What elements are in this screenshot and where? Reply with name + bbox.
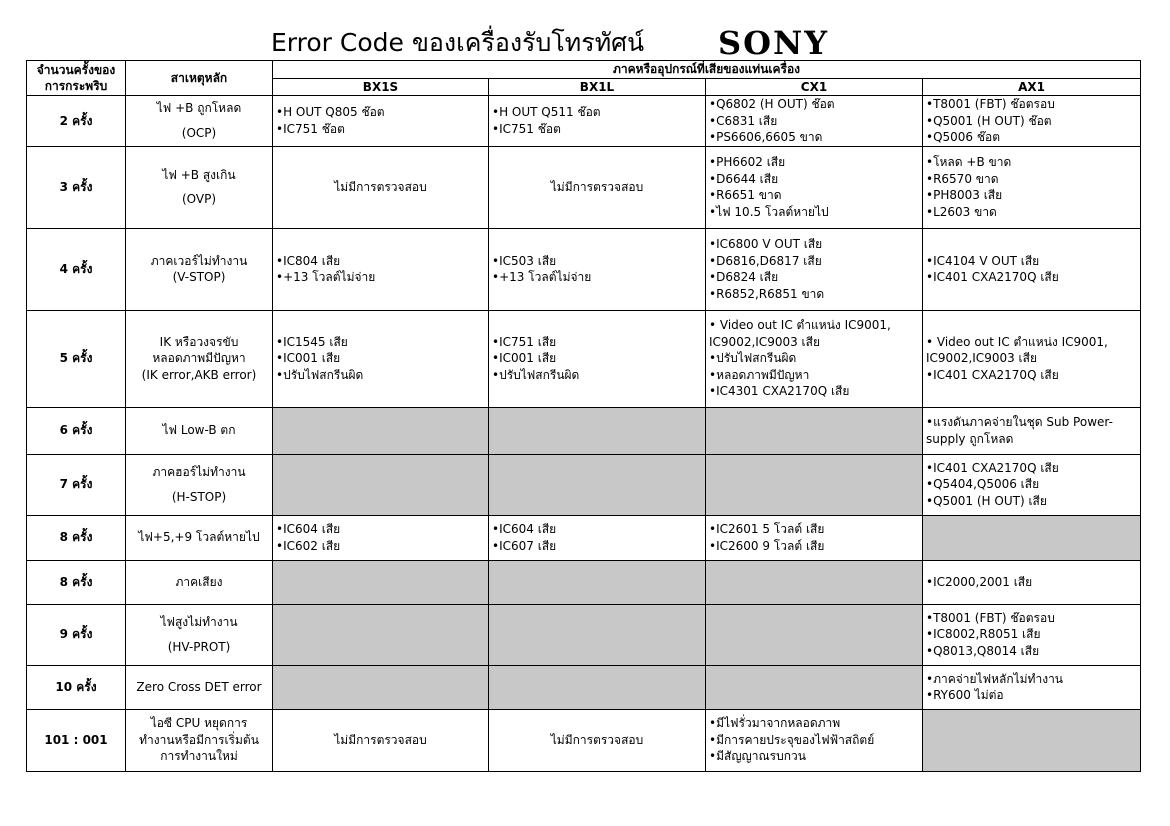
blink-count-cell: 8 ครั้ง — [27, 560, 126, 604]
cell-cx1 — [706, 228, 923, 310]
cell-cx1 — [706, 146, 923, 228]
blink-count-cell: 2 ครั้ง — [27, 96, 126, 147]
fault-item: •T8001 (FBT) ช๊อตรอบ — [926, 97, 1055, 111]
cause-line: ไฟ +B ถูกโหลด — [156, 101, 242, 116]
fault-item: •+13 โวลต์ไม่จ่าย — [276, 270, 376, 284]
cause-line: Zero Cross DET error — [136, 679, 262, 694]
fault-item: • Video out IC ตำแหน่ง IC9001, — [709, 318, 891, 333]
header-main-cause: สาเหตุหลัก — [126, 61, 273, 96]
header-model-cx1: CX1 — [706, 78, 923, 96]
cell-bx1s — [273, 228, 489, 310]
table-row — [27, 310, 1141, 407]
cause-line: IK หรือวงจรขับ — [159, 334, 239, 349]
table-row — [27, 709, 1141, 771]
cell-bx1s — [273, 310, 489, 407]
fault-item: ไม่มีการตรวจสอบ — [550, 732, 644, 747]
cell-bx1s — [273, 407, 489, 454]
fault-item: •D6816,D6817 เสีย — [709, 253, 822, 268]
blink-count-cell: 101 : 001 — [27, 709, 126, 771]
fault-item: •T8001 (FBT) ช๊อตรอบ — [926, 610, 1055, 625]
main-cause-cell — [126, 709, 273, 771]
fault-item: •IC751 ช๊อต — [492, 121, 561, 136]
fault-item: •PS6606,6605 ขาด — [709, 130, 823, 144]
error-code-table — [26, 60, 1141, 772]
fault-item: •Q5001 (H OUT) เสีย — [926, 493, 1047, 508]
fault-item: •หลอดภาพมีปัญหา — [709, 367, 810, 382]
cell-ax1 — [923, 515, 1141, 560]
fault-item: •ปรับไฟสกรีนผิด — [276, 367, 364, 382]
fault-item: •IC604 เสีย — [276, 522, 341, 536]
cell-bx1l — [489, 560, 706, 604]
fault-item: IC9002,IC9003 เสีย — [926, 351, 1037, 366]
fault-item: ไม่มีการตรวจสอบ — [334, 179, 427, 194]
header-model-bx1l: BX1L — [489, 78, 706, 96]
cell-ax1 — [923, 310, 1141, 407]
main-cause-cell — [126, 604, 273, 665]
main-cause-cell — [126, 560, 273, 604]
fault-item: •Q6802 (H OUT) ช๊อต — [709, 97, 835, 111]
cell-bx1s — [273, 604, 489, 665]
main-cause-cell — [126, 228, 273, 310]
cell-bx1s — [273, 515, 489, 560]
table-row — [27, 665, 1141, 709]
cause-line: (HV-PROT) — [167, 639, 231, 654]
header-model-ax1: AX1 — [923, 78, 1141, 96]
title-bar — [0, 26, 1170, 60]
fault-item: •PH8003 เสีย — [926, 188, 1003, 202]
fault-item: •ปรับไฟสกรีนผิด — [709, 351, 797, 366]
fault-item: •มีการคายประจุของไฟฟ้าสถิตย์ — [709, 732, 875, 747]
main-cause-cell — [126, 310, 273, 407]
cell-cx1 — [706, 407, 923, 454]
fault-item: •IC401 CXA2170Q เสีย — [926, 270, 1059, 284]
fault-item: •ไฟ 10.5 โวลต์หายไป — [709, 204, 829, 219]
cell-cx1 — [706, 604, 923, 665]
fault-item: •IC2601 5 โวลต์ เสีย — [709, 522, 825, 536]
fault-item: •D6644 เสีย — [709, 171, 779, 186]
cell-bx1l — [489, 665, 706, 709]
fault-item: •IC804 เสีย — [276, 253, 341, 268]
fault-item: •Q5404,Q5006 เสีย — [926, 477, 1040, 492]
fault-item: •IC602 เสีย — [276, 538, 341, 553]
cause-line: (OVP) — [181, 192, 217, 206]
blink-count-cell: 3 ครั้ง — [27, 146, 126, 228]
blink-count-cell: 9 ครั้ง — [27, 604, 126, 665]
main-cause-cell — [126, 665, 273, 709]
cell-bx1l — [489, 228, 706, 310]
cell-bx1l — [489, 96, 706, 147]
cell-ax1 — [923, 604, 1141, 665]
cell-cx1 — [706, 454, 923, 515]
fault-item: •IC1545 เสีย — [276, 334, 348, 349]
cell-ax1 — [923, 228, 1141, 310]
fault-item: ไม่มีการตรวจสอบ — [334, 732, 427, 747]
fault-item: •R6852,R6851 ขาด — [709, 286, 825, 301]
cell-cx1 — [706, 96, 923, 147]
fault-item: •Q8013,Q8014 เสีย — [926, 643, 1040, 658]
cause-line: ภาคเวอร์ไม่ทำงาน — [150, 253, 248, 268]
cell-bx1l — [489, 604, 706, 665]
fault-item: •IC401 CXA2170Q เสีย — [926, 367, 1059, 382]
fault-item: •IC4301 CXA2170Q เสีย — [709, 384, 850, 399]
cause-line: ไฟสูงไม่ทำงาน — [160, 615, 238, 629]
cause-line: ภาคฮอร์ไม่ทำงาน — [152, 465, 246, 479]
fault-item: • Video out IC ตำแหน่ง IC9001, — [926, 334, 1108, 349]
cell-cx1 — [706, 515, 923, 560]
cell-cx1 — [706, 310, 923, 407]
header-blink-count: จำนวนครั้งของ การกระพริบ — [27, 61, 126, 96]
fault-item: •IC503 เสีย — [492, 253, 557, 268]
cell-bx1l — [489, 515, 706, 560]
cell-bx1l — [489, 146, 706, 228]
cause-line: (H-STOP) — [171, 489, 227, 504]
cause-line: (OCP) — [181, 125, 217, 140]
fault-item: •R6570 ขาด — [926, 171, 999, 186]
fault-item: •มีสัญญาณรบกวน — [709, 749, 806, 764]
table-row — [27, 228, 1141, 310]
fault-item: •R6651 ขาด — [709, 188, 782, 202]
cause-line: ไฟ+5,+9 โวลต์หายไป — [138, 530, 260, 545]
fault-item: •IC4104 V OUT เสีย — [926, 253, 1040, 268]
sony-logo: SONY — [718, 24, 830, 62]
cell-bx1l — [489, 407, 706, 454]
cell-bx1s — [273, 146, 489, 228]
table-row — [27, 560, 1141, 604]
main-cause-cell — [126, 454, 273, 515]
fault-item: •IC6800 V OUT เสีย — [709, 237, 823, 251]
cause-line: ภาคเสียง — [175, 574, 223, 589]
fault-item: •ภาคจ่ายไฟหลักไม่ทำงาน — [926, 671, 1064, 686]
table-row — [27, 604, 1141, 665]
cell-ax1 — [923, 454, 1141, 515]
blink-count-cell: 8 ครั้ง — [27, 515, 126, 560]
cell-ax1 — [923, 709, 1141, 771]
fault-item: •H OUT Q805 ช๊อต — [276, 105, 385, 120]
main-cause-cell — [126, 515, 273, 560]
fault-item: •แรงดันภาคจ่ายในชุด Sub Power- — [926, 415, 1113, 429]
blink-count-cell: 4 ครั้ง — [27, 228, 126, 310]
fault-item: supply ถูกโหลด — [926, 431, 1014, 446]
fault-item: •Q5001 (H OUT) ช๊อต — [926, 113, 1052, 128]
fault-item: IC9002,IC9003 เสีย — [709, 334, 820, 349]
fault-item: •PH6602 เสีย — [709, 155, 786, 169]
cell-bx1s — [273, 665, 489, 709]
fault-item: •IC401 CXA2170Q เสีย — [926, 460, 1059, 475]
fault-item: •IC2000,2001 เสีย — [926, 574, 1033, 589]
main-cause-cell — [126, 407, 273, 454]
fault-item: •IC001 เสีย — [276, 351, 341, 366]
table-row — [27, 407, 1141, 454]
cell-bx1l — [489, 310, 706, 407]
fault-item: •โหลด +B ขาด — [926, 155, 1012, 169]
cause-line: (IK error,AKB error) — [141, 367, 257, 382]
cell-bx1s — [273, 709, 489, 771]
fault-item: •มีไฟรั่วมาจากหลอดภาพ — [709, 716, 841, 731]
blink-count-cell: 7 ครั้ง — [27, 454, 126, 515]
cause-line: ทำงานหรือมีการเริ่มต้น — [139, 732, 259, 747]
header-model-bx1s: BX1S — [273, 78, 489, 96]
fault-item: •RY600 ไม่ต่อ — [926, 688, 1004, 702]
fault-item: •IC604 เสีย — [492, 522, 557, 536]
fault-item: •+13 โวลต์ไม่จ่าย — [492, 270, 592, 284]
fault-item: •IC2600 9 โวลต์ เสีย — [709, 538, 825, 553]
cause-line: ไฟ +B สูงเกิน — [162, 167, 236, 182]
fault-item: •IC751 เสีย — [492, 334, 557, 349]
page-title: Error Code ของเครื่องรับโทรทัศน์ — [271, 28, 645, 57]
fault-item: •L2603 ขาด — [926, 204, 997, 219]
table-row — [27, 454, 1141, 515]
fault-item: •Q5006 ช๊อต — [926, 130, 1001, 144]
cause-line: การทำงานใหม่ — [160, 749, 238, 764]
blink-count-cell: 10 ครั้ง — [27, 665, 126, 709]
cell-bx1l — [489, 454, 706, 515]
cell-ax1 — [923, 407, 1141, 454]
cell-bx1l — [489, 709, 706, 771]
main-cause-cell — [126, 146, 273, 228]
fault-item: •C6831 เสีย — [709, 113, 778, 128]
fault-item: •IC8002,R8051 เสีย — [926, 627, 1041, 642]
cause-line: ไฟ Low-B ตก — [162, 423, 236, 438]
cell-cx1 — [706, 560, 923, 604]
fault-item: •IC001 เสีย — [492, 351, 557, 366]
fault-item: •IC607 เสีย — [492, 538, 557, 553]
cell-cx1 — [706, 709, 923, 771]
cell-ax1 — [923, 665, 1141, 709]
fault-item: •H OUT Q511 ช๊อต — [492, 105, 601, 120]
cause-line: หลอดภาพมีปัญหา — [152, 351, 246, 366]
fault-item: •D6824 เสีย — [709, 270, 779, 284]
cell-cx1 — [706, 665, 923, 709]
table-row — [27, 146, 1141, 228]
table-row — [27, 96, 1141, 147]
cell-bx1s — [273, 560, 489, 604]
cell-ax1 — [923, 560, 1141, 604]
blink-count-cell: 5 ครั้ง — [27, 310, 126, 407]
cause-line: (V-STOP) — [172, 270, 226, 284]
cause-line: ไอซี CPU หยุดการ — [150, 716, 248, 731]
main-cause-cell — [126, 96, 273, 147]
fault-item: •ปรับไฟสกรีนผิด — [492, 367, 580, 382]
fault-item: •IC751 ช๊อต — [276, 121, 345, 136]
cell-bx1s — [273, 454, 489, 515]
cell-ax1 — [923, 96, 1141, 147]
blink-count-cell: 6 ครั้ง — [27, 407, 126, 454]
cell-ax1 — [923, 146, 1141, 228]
fault-item: ไม่มีการตรวจสอบ — [550, 179, 644, 194]
table-row — [27, 515, 1141, 560]
header-faulty-parts: ภาคหรืออุปกรณ์ที่เสียของแท่นเครื่อง — [273, 61, 1141, 79]
cell-bx1s — [273, 96, 489, 147]
